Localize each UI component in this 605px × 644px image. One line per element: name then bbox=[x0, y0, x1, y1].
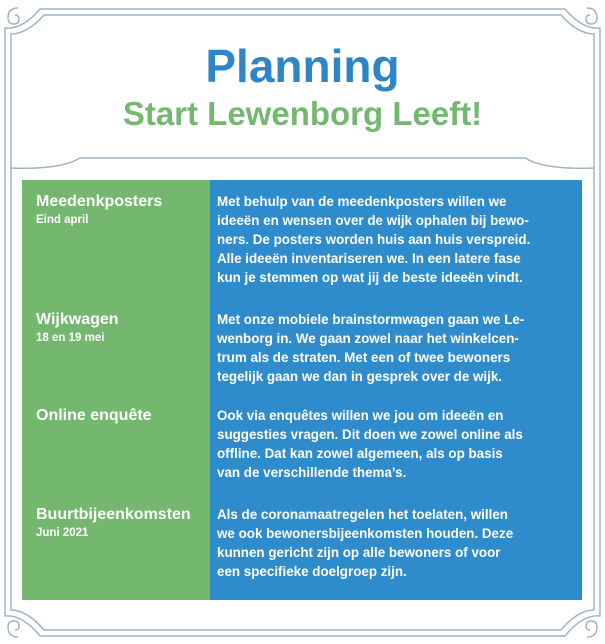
description-line: ideeën en wensen over de wijk ophalen bij bewo- bbox=[217, 213, 529, 228]
description-line: trum als de straten. Met een of twee bewoners bbox=[217, 350, 511, 365]
schedule-item-name: Meedenkposters bbox=[36, 193, 163, 210]
page-subtitle: Start Lewenborg Leeft! bbox=[122, 95, 483, 132]
description-line: wenborg in. We gaan zowel naar het winkelcen- bbox=[217, 331, 519, 346]
schedule-row-label bbox=[36, 505, 206, 541]
description-line: kun je stemmen op wat jij de beste ideeën vindt. bbox=[217, 270, 523, 285]
description-line: tegelijk gaan we dan in gesprek over de wijk. bbox=[217, 369, 503, 384]
description-line: Alle ideeën inventariseren we. In een latere fase bbox=[217, 251, 521, 266]
schedule-item-date: 18 en 19 mei bbox=[36, 332, 105, 344]
description-line: Met behulp van de meedenkposters willen we bbox=[217, 194, 507, 209]
schedule-table bbox=[22, 180, 582, 600]
schedule-item-name: Online enquête bbox=[36, 407, 152, 424]
description-line: van de verschillende thema’s. bbox=[217, 465, 407, 480]
description-line: offline. Dat kan zowel algemeen, als op basis bbox=[217, 446, 503, 461]
schedule-item-description bbox=[217, 505, 577, 581]
schedule-item-description bbox=[217, 192, 577, 287]
schedule-item-description bbox=[217, 406, 577, 482]
description-line: een specifieke doelgroep zijn. bbox=[217, 564, 407, 579]
schedule-item-date: Juni 2021 bbox=[36, 527, 89, 539]
schedule-item-date: Eind april bbox=[36, 214, 89, 226]
schedule-row-label bbox=[36, 310, 206, 346]
schedule-item-description bbox=[217, 310, 577, 386]
description-line: Ook via enquêtes willen we jou om ideeën en bbox=[217, 408, 504, 423]
description-line: kunnen gericht zijn op alle bewoners of voor bbox=[217, 545, 501, 560]
schedule-row-label bbox=[36, 192, 206, 228]
schedule-item-name: Wijkwagen bbox=[36, 311, 119, 328]
description-line: ners. De posters worden huis aan huis verspreid. bbox=[217, 232, 531, 247]
schedule-item-name: Buurtbijeenkomsten bbox=[36, 506, 191, 523]
description-line: Met onze mobiele brainstormwagen gaan we Le- bbox=[217, 312, 525, 327]
description-line: Als de coronamaatregelen het toelaten, willen bbox=[217, 507, 508, 522]
schedule-row-label bbox=[36, 406, 206, 426]
description-line: we ook bewonersbijeenkomsten houden. Deze bbox=[217, 526, 514, 541]
description-line: suggesties vragen. Dit doen we zowel online als bbox=[217, 427, 523, 442]
page-title: Planning bbox=[205, 40, 400, 92]
